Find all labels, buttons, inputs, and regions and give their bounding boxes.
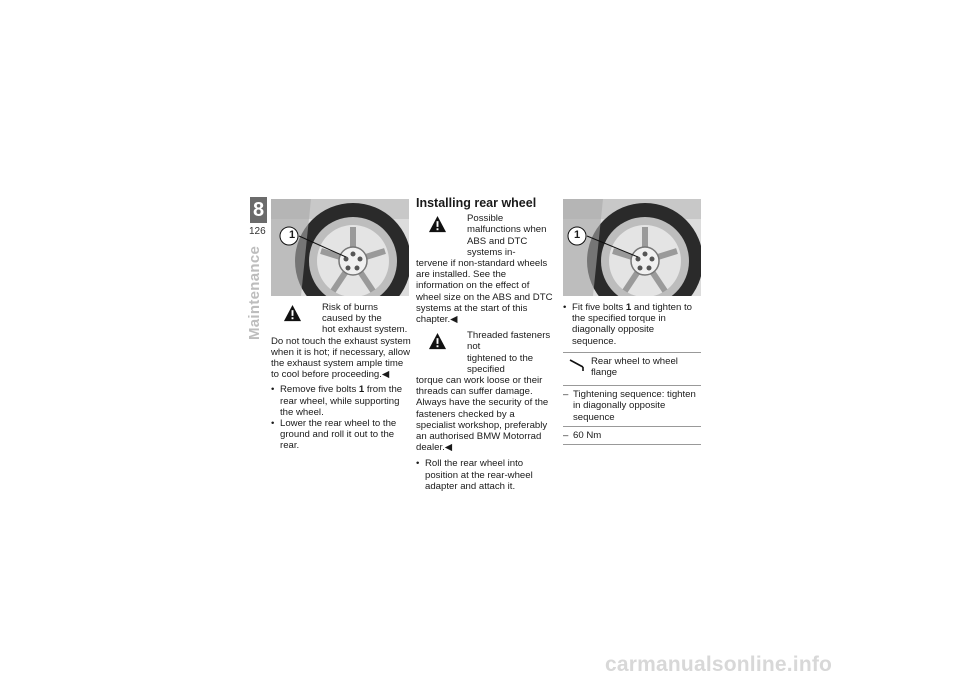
spec-item: – 60 Nm: [563, 430, 701, 441]
bullet-fit-bolts: • Fit five bolts 1 and tighten to the specified torque in diagonally opposite sequence.: [563, 302, 701, 347]
warning-line-1: Possible malfunctions when: [467, 213, 547, 236]
spec-item: – Tightening sequence: tighten in diagonally opposite sequence: [563, 389, 701, 423]
photo-callout-left: 1: [288, 229, 296, 241]
warning-line-1: Threaded fasteners not: [467, 330, 551, 353]
right-column: [563, 302, 701, 445]
spec-row-sequence: [563, 386, 701, 427]
bullet-lower-wheel: • Lower the rear wheel to the ground and roll it out to the rear.: [271, 418, 411, 452]
spec-row-torque: [563, 427, 701, 445]
warning-body: tervene if non-standard wheels are installed. See the information on the effect of wheel size on the ABS and DTC systems at the start of this chapter.◀: [416, 258, 553, 326]
abs-dtc-warning: [416, 213, 554, 325]
warning-line-2: hot exhaust system.: [322, 324, 408, 336]
left-column: [271, 302, 411, 452]
warning-icon: [428, 332, 447, 351]
burn-warning: [271, 302, 411, 380]
watermark: carmanualsonline.info: [605, 653, 833, 676]
torque-wrench-icon: [569, 358, 587, 372]
bullet-remove-bolts: • Remove five bolts 1 from the rear wheel, while supporting the wheel.: [271, 384, 411, 418]
section-title: Maintenance: [246, 245, 263, 340]
fastener-warning: [416, 330, 554, 453]
rear-wheel-photo-left: [271, 199, 409, 296]
page-number: 126: [249, 226, 266, 237]
chapter-number-tab: 8: [250, 197, 267, 223]
middle-column: [416, 198, 554, 492]
torque-spec-table: [563, 352, 701, 445]
warning-body: Do not touch the exhaust system when it is hot; if necessary, allow the exhaust system ample time to cool before proceeding.◀: [271, 335, 411, 381]
warning-line-1: Risk of burns caused by the: [322, 302, 382, 325]
rear-wheel-photo-right: [563, 199, 701, 296]
spec-title-row: [563, 353, 701, 386]
warning-body: torque can work loose or their threads can suffer damage. Always have the security of the fasteners checked by a specialist workshop, preferably an authorised BMW Motorrad dealer.◀: [416, 375, 549, 454]
spec-title: Rear wheel to wheel flange: [591, 355, 678, 379]
warning-line-2: tightened to the specified: [467, 352, 534, 375]
photo-callout-right: 1: [573, 229, 581, 241]
bullet-roll-wheel: • Roll the rear wheel into position at the rear-wheel adapter and attach it.: [416, 458, 554, 492]
section-heading: Installing rear wheel: [416, 196, 537, 210]
warning-line-2: ABS and DTC systems in-: [467, 235, 528, 258]
warning-icon: [283, 304, 302, 323]
warning-icon: [428, 215, 447, 234]
